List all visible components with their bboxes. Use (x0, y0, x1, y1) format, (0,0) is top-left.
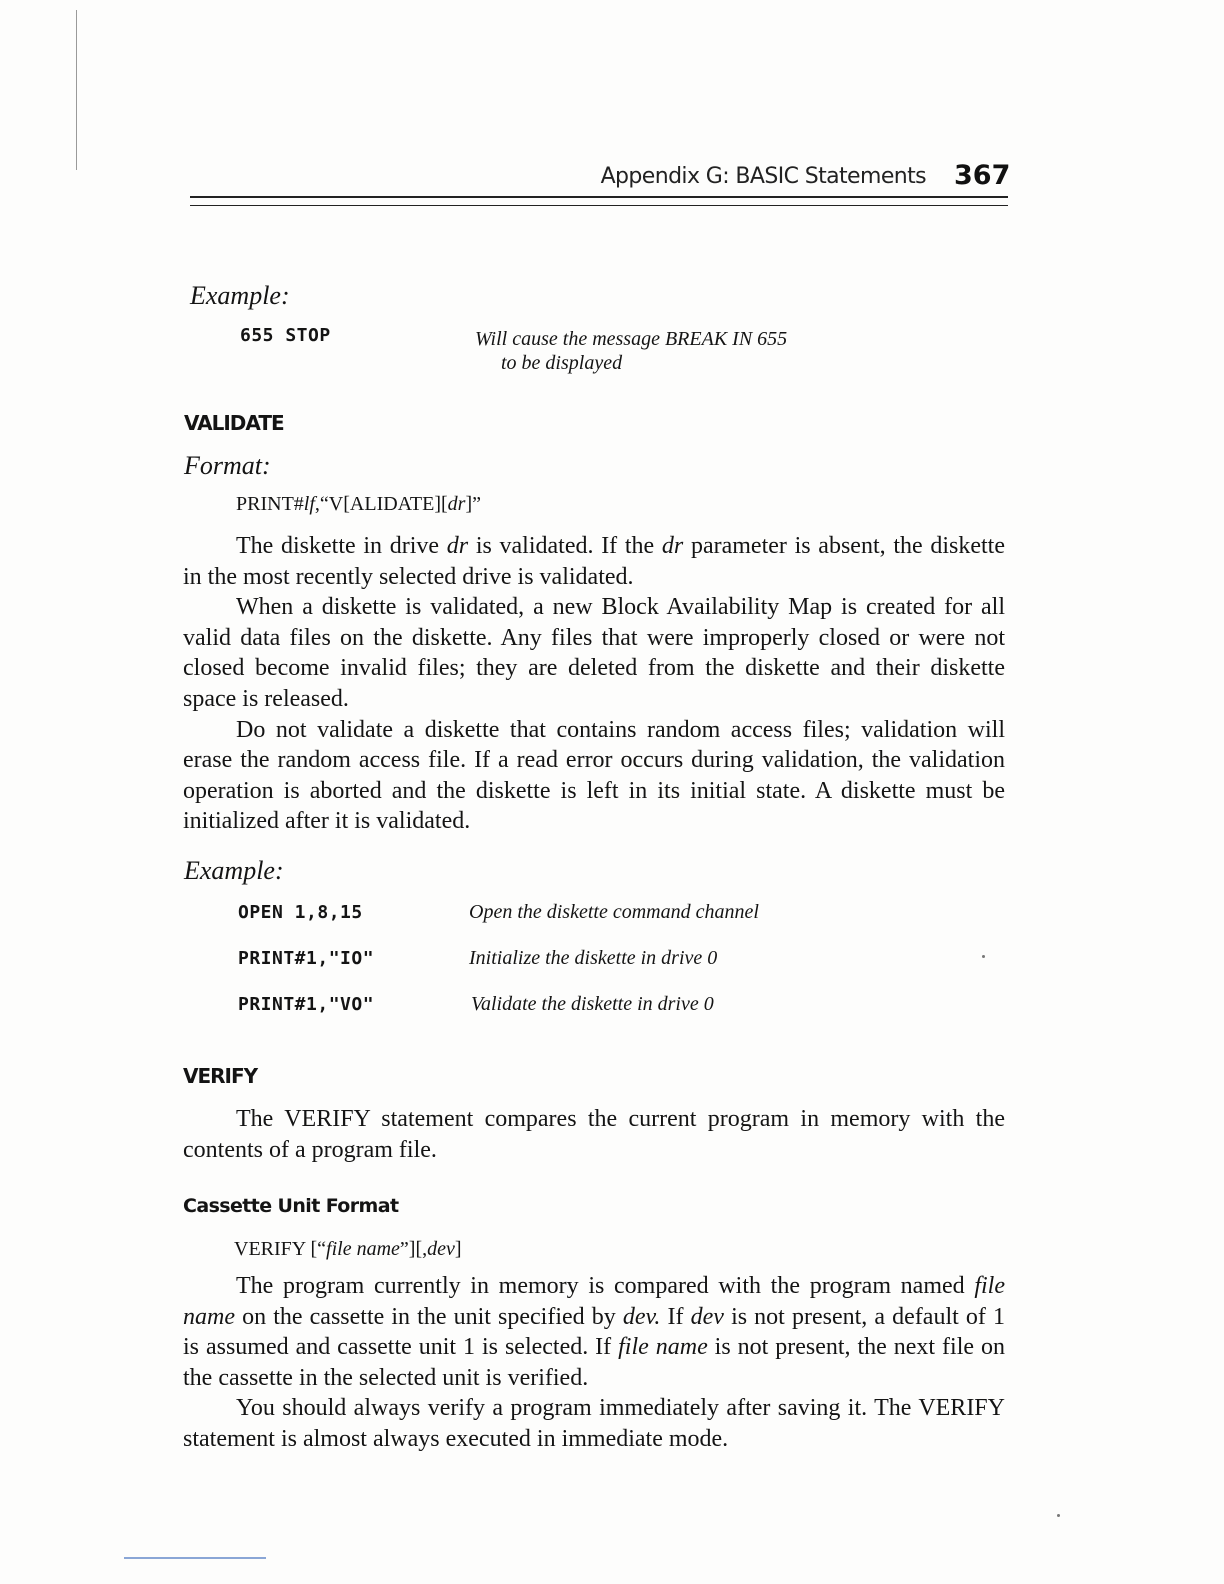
verify-intro (183, 1104, 1005, 1165)
section-heading-validate: VALIDATE (184, 411, 284, 435)
section-heading-verify: VERIFY (183, 1064, 258, 1088)
header-rule-bottom (190, 205, 1008, 206)
example-heading: Example: (190, 281, 290, 310)
verify-description (183, 1271, 1005, 1455)
code-note: Initialize the diskette in drive 0 (469, 947, 718, 969)
subsection-heading-cassette: Cassette Unit Format (183, 1195, 399, 1217)
paragraph: The VERIFY statement compares the current program in memory with the contents of a program file. (183, 1106, 1005, 1163)
code-note: Will cause the message BREAK IN 655 (475, 328, 788, 350)
format-syntax: VERIFY [“file name”][,dev] (234, 1238, 462, 1260)
code-note: Open the diskette command channel (469, 901, 759, 923)
code-line: OPEN 1,8,15 (238, 902, 363, 923)
code-note: Validate the diskette in drive 0 (471, 993, 714, 1015)
format-syntax: PRINT#lf,“V[ALIDATE][dr]” (236, 493, 481, 515)
code-line: 655 STOP (240, 325, 331, 346)
margin-line (76, 10, 77, 170)
code-line: PRINT#1,"VO" (238, 994, 375, 1015)
validate-description (183, 531, 1005, 837)
example-heading: Example: (184, 856, 284, 885)
paragraph: The diskette in drive dr is validated. If the dr parameter is absent, the diskette in the most recently selected drive is validated. (183, 533, 1005, 590)
paragraph: You should always verify a program immediately after saving it. The VERIFY statement is almost always executed in immediate mode. (183, 1395, 1005, 1452)
bottom-edge-mark (124, 1557, 266, 1559)
code-note-continued: to be displayed (501, 352, 623, 374)
paragraph: Do not validate a diskette that contains random access files; validation will erase the random access file. If a read error occurs during validation, the validation operation is aborted and the diskette is left in its initial state. A diskette must be initialized after it is validated. (183, 716, 1005, 835)
paragraph: When a diskette is validated, a new Block Availability Map is created for all valid data files on the diskette. Any files that were improperly closed or were not closed become invalid files; they are deleted from the diskette and their diskette space is released. (183, 594, 1005, 712)
scan-speck (982, 955, 985, 958)
scan-speck (1057, 1514, 1060, 1517)
running-head: Appendix G: BASIC Statements (600, 164, 926, 189)
header-rule-top (190, 196, 1008, 198)
page-number: 367 (954, 160, 1011, 191)
code-line: PRINT#1,"IO" (238, 948, 375, 969)
paragraph: The program currently in memory is compared with the program named file name on the cassette in the unit specified by dev. If dev is not present, a default of 1 is assumed and cassette unit 1 is selected. If file name is not present, the next file on the cassette in the selected unit is verified. (183, 1273, 1005, 1391)
format-heading: Format: (184, 451, 271, 480)
